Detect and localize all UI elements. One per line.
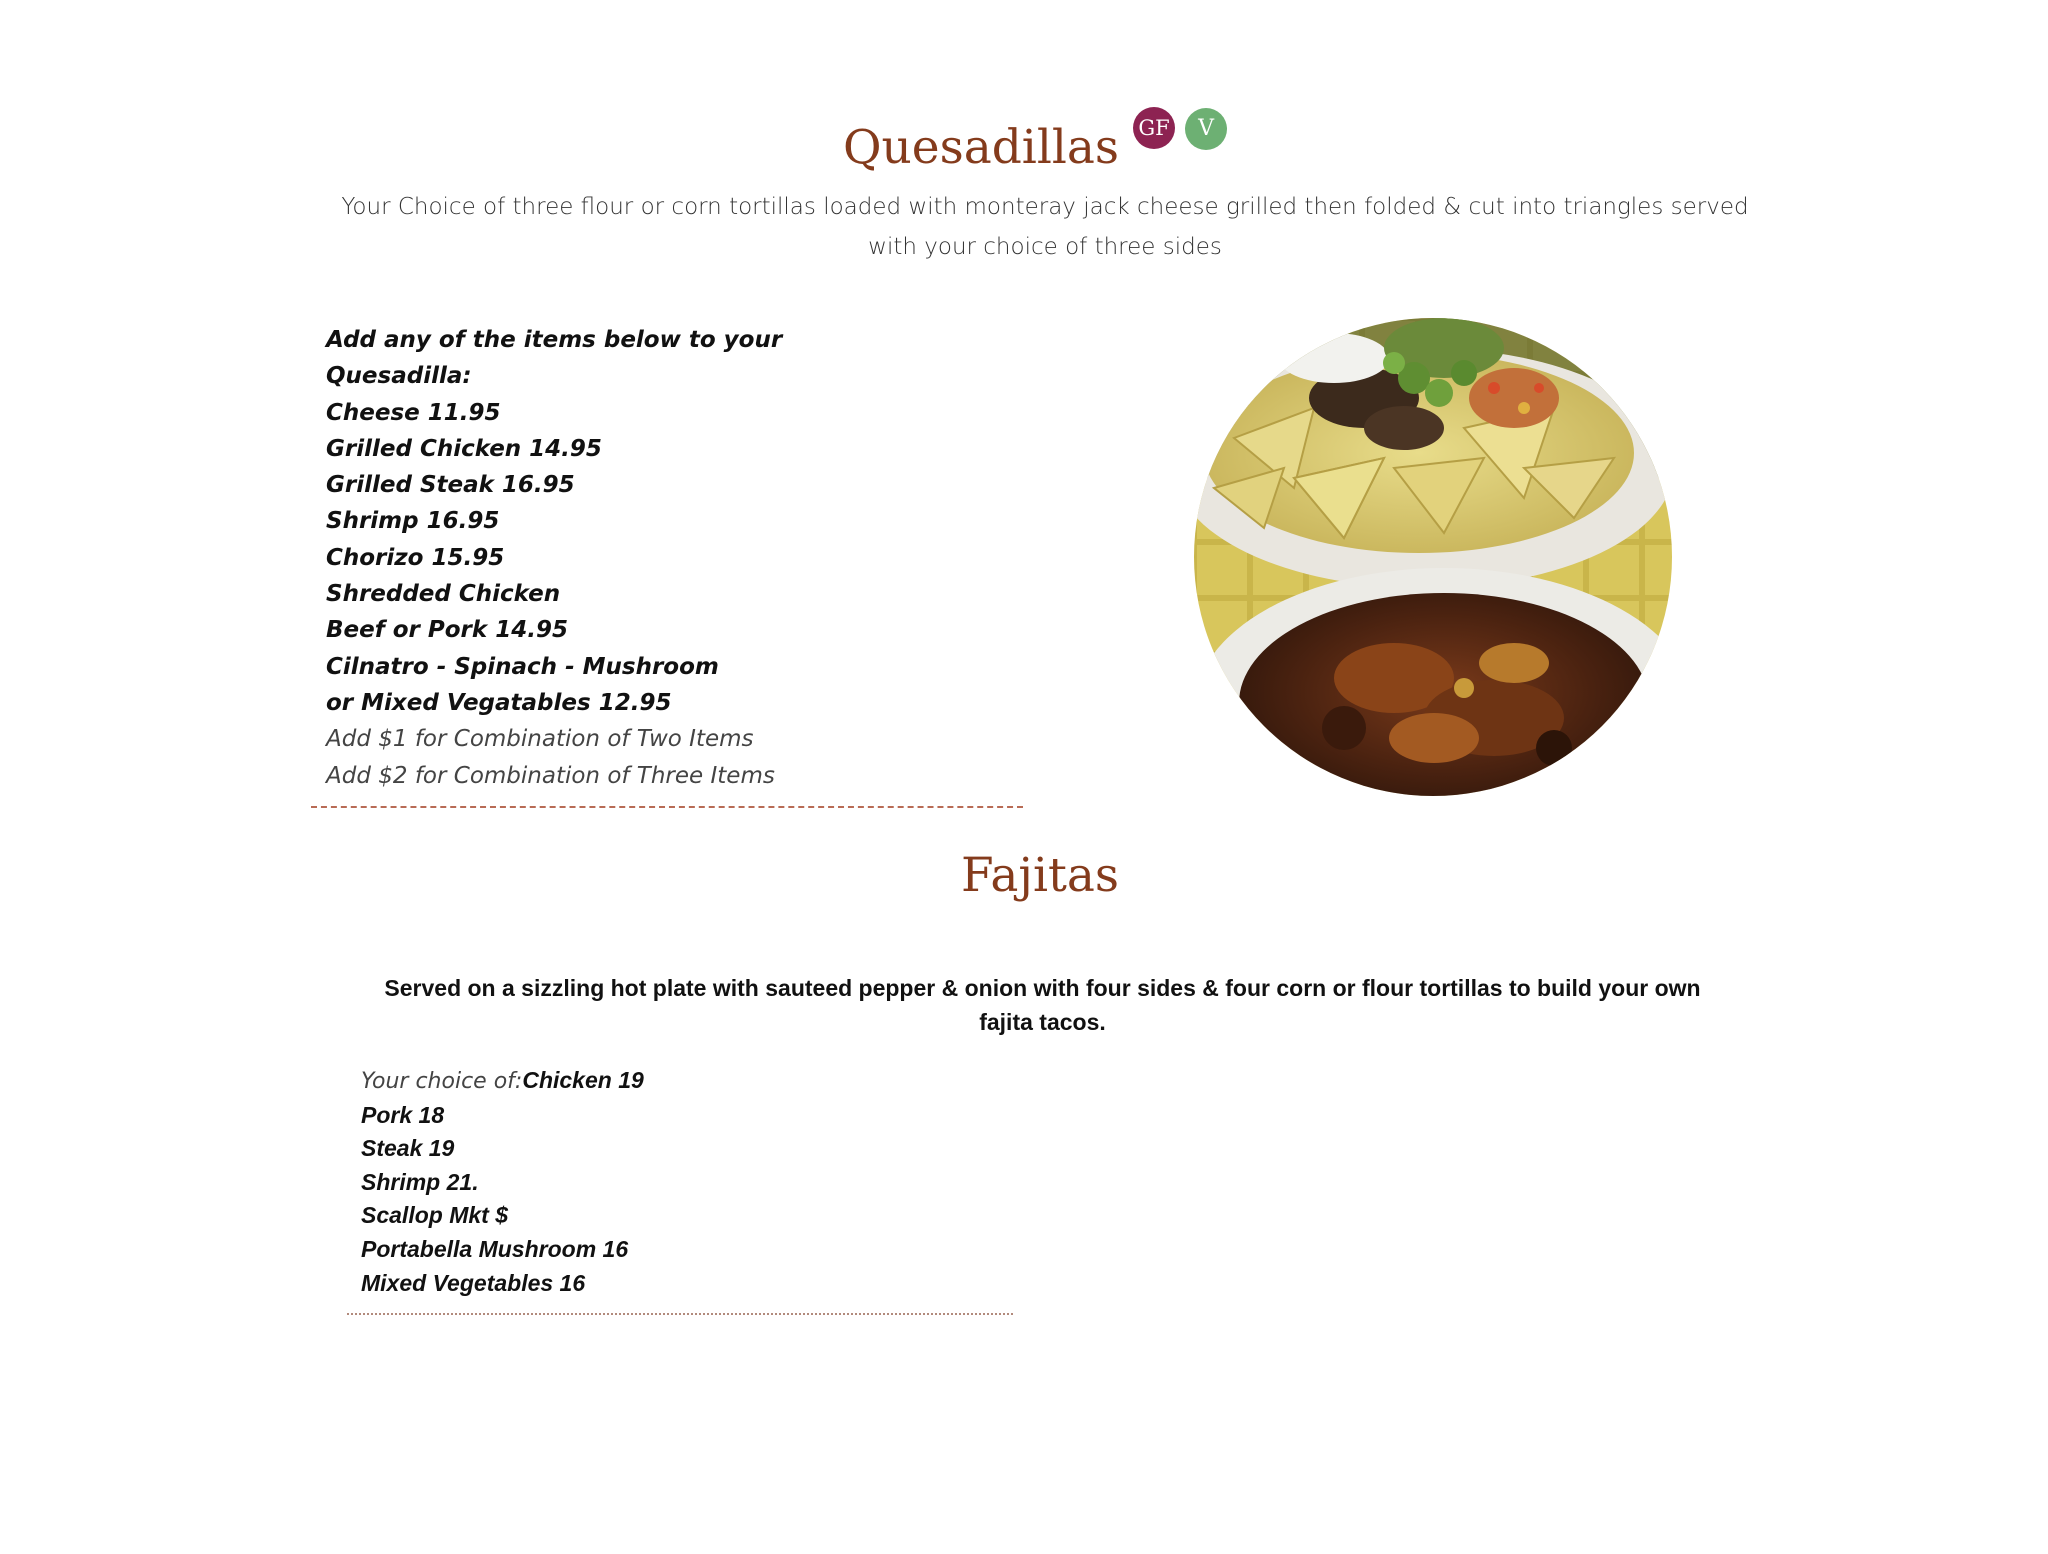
quesadillas-title: Quesadillas bbox=[842, 120, 1120, 175]
quesadilla-item: or Mixed Vegatables 12.95 bbox=[326, 689, 672, 716]
quesadilla-item: Chorizo 15.95 bbox=[326, 544, 505, 571]
quesadilla-item: Shrimp 16.95 bbox=[326, 508, 500, 535]
section-divider bbox=[347, 1313, 1013, 1315]
gluten-free-badge: GF bbox=[1133, 107, 1175, 149]
quesadillas-description: Your Choice of three flour or corn tortillas loaded with monteray jack cheese grilled then folded & cut into triangles served with your choice of three sides bbox=[341, 194, 1749, 260]
quesadilla-item-list bbox=[326, 322, 783, 794]
fajita-item-label: Chicken 19 bbox=[522, 1067, 644, 1093]
fajita-item bbox=[361, 1064, 961, 1099]
fajitas-description: Served on a sizzling hot plate with sauteed pepper & onion with four sides & four corn or flour tortillas to build your own fajita tacos. bbox=[384, 975, 1701, 1035]
fajita-item: Steak 19 bbox=[361, 1135, 455, 1162]
combination-note: Add $1 for Combination of Two Items bbox=[326, 726, 754, 753]
fajita-item: Mixed Vegetables 16 bbox=[361, 1269, 586, 1296]
fajita-choice-lead: Your choice of: bbox=[361, 1069, 523, 1094]
fajita-item: Portabella Mushroom 16 bbox=[361, 1235, 629, 1262]
fajita-item: Scallop Mkt $ bbox=[361, 1202, 508, 1229]
vegetarian-badge: V bbox=[1185, 108, 1227, 150]
fajita-item: Shrimp 21. bbox=[361, 1168, 479, 1195]
combination-note: Add $2 for Combination of Three Items bbox=[326, 762, 775, 789]
quesadilla-item: Shredded Chicken bbox=[326, 581, 561, 608]
quesadilla-item: Cilnatro - Spinach - Mushroom bbox=[326, 653, 719, 680]
quesadilla-item: Beef or Pork 14.95 bbox=[326, 617, 568, 644]
quesadilla-intro-line: Add any of the items below to your bbox=[326, 327, 783, 353]
quesadilla-item: Cheese 11.95 bbox=[326, 399, 501, 426]
food-photo bbox=[1194, 318, 1672, 796]
section-divider bbox=[311, 806, 1023, 808]
fajitas-title: Fajitas bbox=[960, 848, 1120, 903]
quesadilla-item: Grilled Steak 16.95 bbox=[326, 472, 575, 499]
fajita-item-list bbox=[361, 1064, 961, 1300]
quesadillas-heading bbox=[0, 118, 2048, 178]
quesadilla-intro-line: Quesadilla: bbox=[326, 363, 472, 390]
fajita-item: Pork 18 bbox=[361, 1101, 445, 1128]
quesadilla-item: Grilled Chicken 14.95 bbox=[326, 435, 602, 462]
